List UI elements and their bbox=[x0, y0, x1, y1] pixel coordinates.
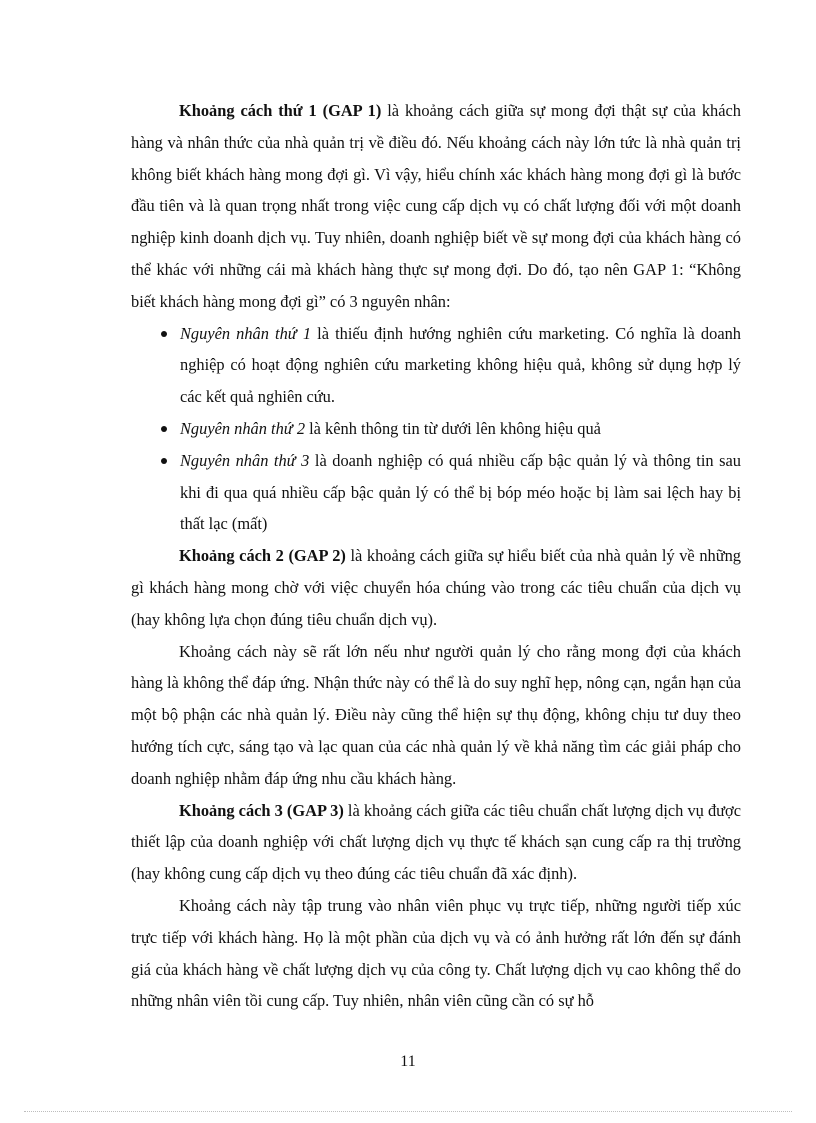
footer-dotted-rule bbox=[24, 1111, 792, 1112]
gap3-text: là khoảng cách giữa các tiêu chuẩn chất lượng dịch vụ được thiết lập của doanh nghiệp với chất lượng dịch vụ thực tế khách sạn cung cấp ra thị trường (hay không cung cấp dịch vụ theo đúng các tiêu chuẩn đã xác định). bbox=[131, 800, 741, 884]
cause-label: Nguyên nhân thứ 3 bbox=[180, 450, 310, 470]
gap2-heading: Khoảng cách 2 (GAP 2) bbox=[179, 546, 346, 566]
bullet-icon bbox=[161, 458, 167, 464]
cause-text: là thiếu định hướng nghiên cứu marketing. Có nghĩa là doanh nghiệp có hoạt động nghiên cứu marketing không hiệu quả, không sử dụng hợp lý các kết quả nghiên cứu. bbox=[180, 323, 741, 407]
cause-text: là kênh thông tin từ dưới lên không hiệu quả bbox=[305, 418, 601, 438]
list-item bbox=[131, 445, 741, 540]
cause-label: Nguyên nhân thứ 2 bbox=[180, 418, 306, 438]
paragraph-gap3 bbox=[131, 795, 741, 890]
cause-list bbox=[131, 318, 741, 541]
gap2-text: là khoảng cách giữa sự hiểu biết của nhà quản lý về những gì khách hàng mong chờ với việc chuyển hóa chúng vào trong các tiêu chuẩn của dịch vụ (hay không lựa chọn đúng tiêu chuẩn dịch vụ). bbox=[131, 546, 741, 629]
list-item bbox=[131, 413, 741, 445]
gap1-text: là khoảng cách giữa sự mong đợi thật sự của khách hàng và nhân thức của nhà quản trị về điều đó. Nếu khoảng cách này lớn tức là nhà quản trị không biết khách hàng mong đợi gì. Vì vậy, hiểu chính xác khách hàng mong đợi gì là bước đầu tiên và là quan trọng nhất trong việc cung cấp dịch vụ có chất lượng đối với một doanh nghiệp kinh doanh dịch vụ. Tuy nhiên, doanh nghiệp biết về sự mong đợi của khách hàng có thể khác với những cái mà khách hàng thực sự mong đợi. Do đó, tạo nên GAP 1: “Không biết khách hàng mong đợi gì” có 3 nguyên nhân: bbox=[131, 101, 741, 311]
paragraph-gap1 bbox=[131, 95, 741, 318]
paragraph-gap3-detail: Khoảng cách này tập trung vào nhân viên phục vụ trực tiếp, những người tiếp xúc trực tiếp với khách hàng. Họ là một phần của dịch vụ và có ảnh hưởng rất lớn đến sự đánh giá của khách hàng về chất lượng dịch vụ của công ty. Chất lượng dịch vụ cao không thể do những nhân viên tồi cung cấp. Tuy nhiên, nhân viên cũng cần có sự hỗ bbox=[131, 895, 741, 1011]
cause-text: là doanh nghiệp có quá nhiều cấp bậc quản lý và thông tin sau khi đi qua quá nhiều cấp bậc quản lý có thể bị bóp méo hoặc bị làm sai lệch hay bị thất lạc (mất) bbox=[180, 450, 741, 534]
gap1-heading: Khoảng cách thứ 1 (GAP 1) bbox=[179, 101, 382, 120]
cause-label: Nguyên nhân thứ 1 bbox=[180, 323, 312, 343]
bullet-icon bbox=[161, 331, 167, 337]
body-text bbox=[131, 95, 741, 1017]
bullet-icon bbox=[161, 426, 167, 432]
gap3-heading: Khoảng cách 3 (GAP 3) bbox=[179, 800, 344, 820]
paragraph-gap2 bbox=[131, 540, 741, 635]
list-item bbox=[131, 318, 741, 413]
paragraph-gap2-detail: Khoảng cách này sẽ rất lớn nếu như người quản lý cho rằng mong đợi của khách hàng là không thể đáp ứng. Nhận thức này có thể là do suy nghĩ hẹp, nông cạn, ngắn hạn của một bộ phận các nhà quản lý. Điều này cũng thể hiện sự thụ động, không chịu tư duy theo hướng tích cực, sáng tạo và lạc quan của các nhà quản lý về khả năng tìm các giải pháp cho doanh nghiệp nhằm đáp ứng nhu cầu khách hàng. bbox=[131, 641, 741, 788]
page-number: 11 bbox=[400, 1053, 416, 1070]
